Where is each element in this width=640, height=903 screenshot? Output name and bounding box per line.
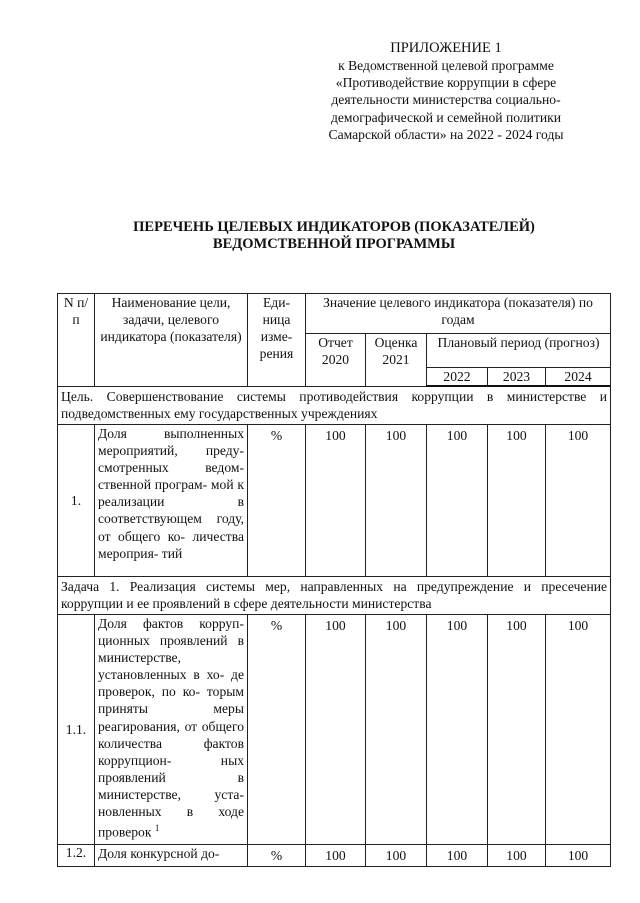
value-2022: 100 [427,845,488,867]
header-name: Наименование цели, задачи, целевого индикатора (показателя) [95,294,248,387]
unit-cell: % [248,425,306,577]
appendix-header [296,40,596,143]
goal-row [58,386,611,425]
row-number: 1. [58,425,95,577]
value-2024: 100 [546,845,611,867]
header-num: N п/п [58,294,95,387]
document-title [60,219,608,253]
value-estimate-2021: 100 [366,425,427,577]
value-2023: 100 [488,845,546,867]
value-estimate-2021: 100 [366,615,427,845]
appendix-line: «Противодействие коррупции в сфере [335,75,557,91]
table-row [58,845,611,867]
header-planned: Плановый период (прогноз) [427,334,611,368]
goal-text: Цель. Совершенствование системы противодействия коррупции в министерстве и подведомственных ему государственных учреждениях [58,386,611,425]
header-year-2022: 2022 [427,368,488,387]
task-row [58,577,611,615]
row-number: 1.2. [58,845,95,867]
value-report-2020: 100 [306,425,366,577]
row-number: 1.1. [58,615,95,845]
header-value-group: Значение целевого индикатора (показателя) по годам [306,294,611,334]
appendix-line: деятельности министерства социально- [331,92,561,108]
appendix-line: Самарской области» на 2022 - 2024 годы [328,126,564,142]
header-year-2024: 2024 [546,368,611,387]
document-title-line1: ПЕРЕЧЕНЬ ЦЕЛЕВЫХ ИНДИКАТОРОВ (ПОКАЗАТЕЛЕЙ) [133,219,535,235]
footnote-marker: 1 [154,823,160,834]
indicator-name: Доля выполненных мероприятий, преду- смотренных ведом- ственной програм- мой к реализации в соответствующем году, от общего ко- личества мероприя- тий [95,425,248,577]
indicator-name-cell [95,615,248,845]
value-2024: 100 [546,615,611,845]
header-report: Отчет 2020 [306,334,366,387]
indicator-name: Доля фактов корруп- ционных проявлений в министерстве, установленных в хо- де проверок, по ко- торым приняты меры реагирования, от общего количества фактов коррупцион- ных проявлений в министерстве, уста- новленных в ходе проверок [98,616,244,840]
indicators-table [57,293,611,867]
value-report-2020: 100 [306,615,366,845]
header-year-2023: 2023 [488,368,546,387]
unit-cell: % [248,615,306,845]
value-2024: 100 [546,425,611,577]
table-row [58,425,611,577]
document-title-line2: ВЕДОМСТВЕННОЙ ПРОГРАММЫ [212,236,456,252]
value-2023: 100 [488,615,546,845]
header-estimate: Оценка 2021 [366,334,427,387]
appendix-line: демографической и семейной политики [330,109,562,125]
value-2022: 100 [427,425,488,577]
value-report-2020: 100 [306,845,366,867]
task1-text: Задача 1. Реализация системы мер, направленных на предупреждение и пресечение коррупции и ее проявлений в сфере деятельности министерства [58,577,611,615]
header-unit: Еди- ница изме- рения [248,294,306,387]
table-row [58,615,611,845]
value-2023: 100 [488,425,546,577]
value-2022: 100 [427,615,488,845]
indicator-name: Доля конкурсной до- [95,845,248,867]
appendix-line: к Ведомственной целевой программе [338,58,554,73]
appendix-title: ПРИЛОЖЕНИЕ 1 [390,40,502,56]
value-estimate-2021: 100 [366,845,427,867]
unit-cell: % [248,845,306,867]
